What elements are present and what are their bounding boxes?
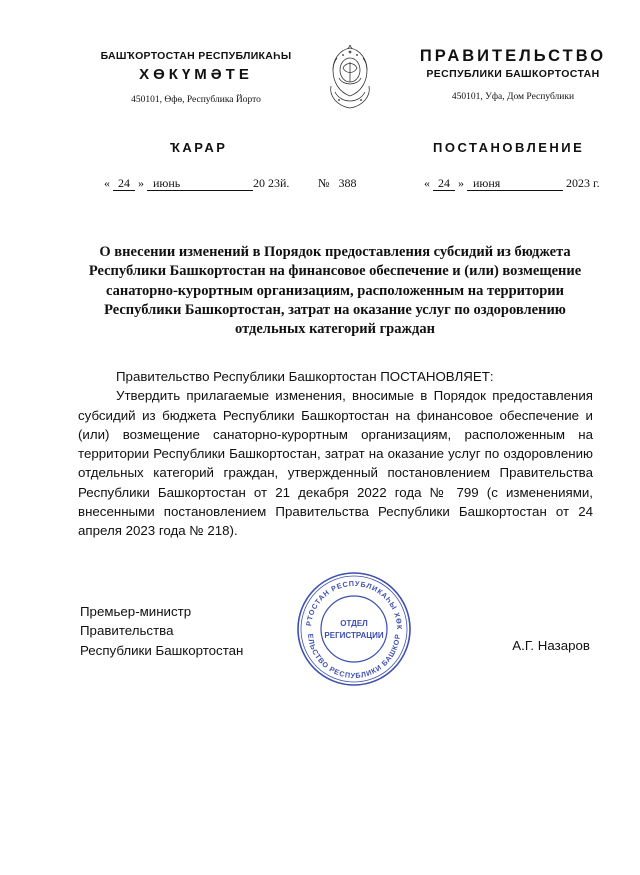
- document-number-sign: №: [318, 176, 330, 190]
- body-paragraph: Утвердить прилагаемые изменения, вносимые в Порядок предоставления субсидий из бюджета Республики Башкортостан на финансовое обеспечение и (или) возмещение санаторно-курортным организациям, расположенным на территории Республики Башкортостан, затрат на оказание услуг по оздоровлению отдельных категорий граждан, утвержденный постановлением Правительства Республики Башкортостан от 21 декабря 2022 года № 799 (с изменениями, внесенными постановлением Правительства Республики Башкортостан от 24 апреля 2023 года № 218).: [78, 388, 593, 539]
- signature-name: А.Г. Назаров: [512, 638, 590, 653]
- document-number: [318, 176, 356, 191]
- registration-stamp: [295, 570, 413, 688]
- header-right-government: ПРАВИТЕЛЬСТВО: [419, 47, 607, 65]
- body-lead: Правительство Республики Башкортостан ПОСТАНОВЛЯЕТ:: [116, 369, 494, 384]
- header-left-republic: БАШҠОРТОСТАН РЕСПУБЛИКАҺЫ: [100, 50, 292, 62]
- stamp-ring-bottom: ЕЛЬСТВО РЕСПУБЛИКИ БАШКОР: [305, 633, 403, 681]
- signature-position-line3: Республики Башкортостан: [80, 642, 244, 658]
- coat-of-arms-icon: [325, 42, 375, 112]
- date-left-year-prefix: 20: [253, 176, 265, 190]
- signature-position: [80, 602, 243, 660]
- date-right-month: июня: [467, 177, 563, 191]
- date-left: [104, 176, 289, 191]
- document-title: О внесении изменений в Порядок предоставления субсидий из бюджета Республики Башкортостан на финансовое обеспечение и (или) возмещение санаторно-курортным организациям, расположенным на территории Республики Башкортостан, затрат на оказание услуг по оздоровлению отдельных категорий граждан: [88, 244, 582, 338]
- date-left-month: июнь: [147, 177, 253, 191]
- header-right-block: [410, 47, 616, 102]
- date-right-close-quote: »: [458, 176, 464, 190]
- date-right: [424, 176, 600, 191]
- date-left-close-quote: »: [138, 176, 144, 190]
- header-left-block: [88, 50, 304, 105]
- date-left-year-suffix: 23й.: [268, 176, 290, 190]
- date-left-open-quote: «: [104, 176, 110, 190]
- stamp-center-line1: ОТДЕЛ: [340, 619, 368, 628]
- document-body: [78, 367, 593, 541]
- stamp-center-line2: РЕГИСТРАЦИИ: [324, 631, 384, 640]
- document-number-value: 388: [338, 176, 357, 190]
- document-kind-left: ҠАРАР: [170, 140, 228, 155]
- header-left-address: 450101, Өфө, Республика Йорто: [131, 95, 261, 105]
- date-left-day: 24: [113, 177, 135, 191]
- document-kind-right: ПОСТАНОВЛЕНИЕ: [433, 140, 585, 155]
- signature-position-line2: Правительства: [80, 623, 174, 639]
- header-left-government: ХӨКҮМӘТЕ: [139, 66, 253, 83]
- header-right-republic: РЕСПУБЛИКИ БАШКОРТОСТАН: [426, 68, 600, 80]
- date-right-day: 24: [433, 177, 455, 191]
- date-right-year: 2023 г.: [566, 176, 600, 190]
- signature-position-line1: Премьер-министр: [80, 604, 192, 619]
- date-right-open-quote: «: [424, 176, 430, 190]
- stamp-ring-top: РТОСТАН РЕСПУБЛИКАҺЫ ХӨК: [304, 578, 405, 631]
- header-right-address: 450101, Уфа, Дом Республики: [451, 92, 575, 102]
